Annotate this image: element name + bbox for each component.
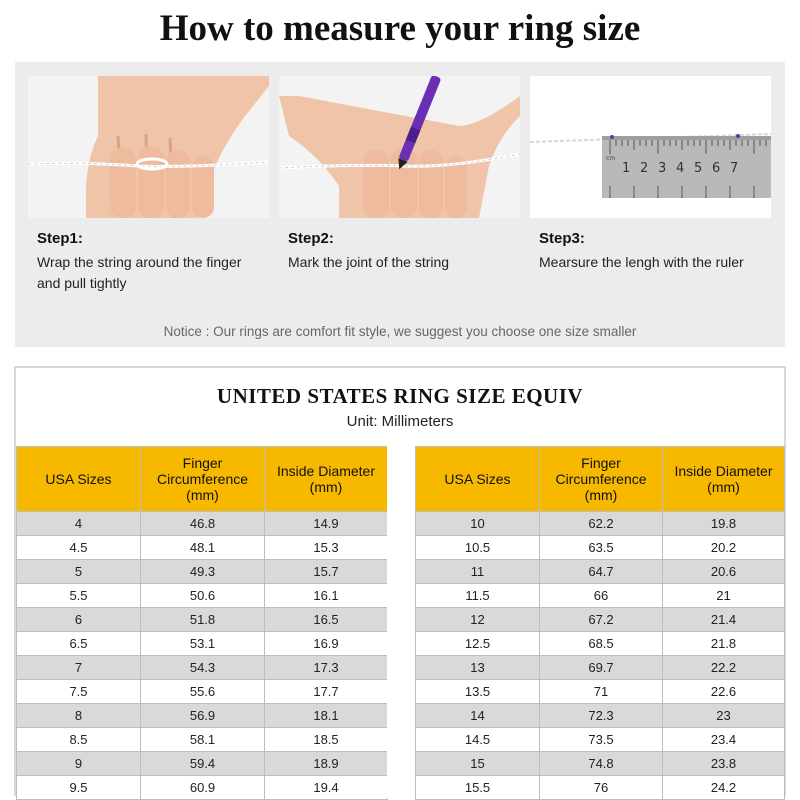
- cell-circumference: 56.9: [141, 704, 265, 728]
- cell-diameter: 23.4: [663, 728, 785, 752]
- table-row: [17, 704, 388, 728]
- step1-title: Step1:: [37, 230, 83, 247]
- cell-diameter: 19.4: [265, 776, 388, 800]
- cell-usa-size: 7.5: [17, 680, 141, 704]
- ruler-number: 1: [622, 161, 631, 176]
- size-table-left: [16, 446, 388, 800]
- column-header-circumference: Finger Circumference (mm): [141, 447, 265, 512]
- table-row: [17, 560, 388, 584]
- table-row: [17, 776, 388, 800]
- table-row: [17, 584, 388, 608]
- table-row: [416, 608, 785, 632]
- table-row: [17, 680, 388, 704]
- cell-circumference: 66: [540, 584, 663, 608]
- ruler-unit-label: cm: [606, 155, 616, 162]
- column-header-usa-sizes: USA Sizes: [17, 447, 141, 512]
- table-row: [416, 632, 785, 656]
- size-table-right: [415, 446, 785, 800]
- cell-diameter: 21: [663, 584, 785, 608]
- cell-usa-size: 5.5: [17, 584, 141, 608]
- cell-usa-size: 14: [416, 704, 540, 728]
- ruler-number: 5: [694, 161, 703, 176]
- cell-usa-size: 14.5: [416, 728, 540, 752]
- notice-text: Notice : Our rings are comfort fit style, we suggest you choose one size smaller: [163, 324, 637, 339]
- table-row: [416, 776, 785, 800]
- step2-title: Step2:: [288, 230, 334, 247]
- table-row: [416, 728, 785, 752]
- cell-usa-size: 4: [17, 512, 141, 536]
- cell-usa-size: 6: [17, 608, 141, 632]
- ring-size-chart: [14, 366, 786, 796]
- cell-circumference: 62.2: [540, 512, 663, 536]
- cell-usa-size: 12.5: [416, 632, 540, 656]
- step1-description: Wrap the string around the finger and pull tightly: [37, 254, 242, 291]
- cell-circumference: 49.3: [141, 560, 265, 584]
- table-divider: [387, 446, 415, 798]
- page-title: How to measure your ring size: [159, 8, 641, 49]
- cell-circumference: 64.7: [540, 560, 663, 584]
- cell-circumference: 55.6: [141, 680, 265, 704]
- table-row: [416, 704, 785, 728]
- cell-circumference: 74.8: [540, 752, 663, 776]
- cell-circumference: 76: [540, 776, 663, 800]
- cell-usa-size: 11.5: [416, 584, 540, 608]
- column-header-usa-sizes: USA Sizes: [416, 447, 540, 512]
- ruler-number: 7: [730, 161, 739, 176]
- cell-usa-size: 10.5: [416, 536, 540, 560]
- cell-diameter: 24.2: [663, 776, 785, 800]
- step2-description: Mark the joint of the string: [288, 254, 450, 270]
- cell-diameter: 20.6: [663, 560, 785, 584]
- table-row: [416, 752, 785, 776]
- cell-circumference: 69.7: [540, 656, 663, 680]
- cell-diameter: 16.9: [265, 632, 388, 656]
- cell-circumference: 51.8: [141, 608, 265, 632]
- table-row: [17, 728, 388, 752]
- hand-wrapped-with-string-image: [28, 76, 269, 218]
- ruler-number: 4: [676, 161, 685, 176]
- cell-circumference: 68.5: [540, 632, 663, 656]
- cell-usa-size: 11: [416, 560, 540, 584]
- cell-usa-size: 4.5: [17, 536, 141, 560]
- ruler-number: 2: [640, 161, 649, 176]
- table-row: [17, 536, 388, 560]
- cell-circumference: 58.1: [141, 728, 265, 752]
- cell-usa-size: 15: [416, 752, 540, 776]
- cell-diameter: 22.6: [663, 680, 785, 704]
- cell-circumference: 50.6: [141, 584, 265, 608]
- cell-circumference: 53.1: [141, 632, 265, 656]
- cell-diameter: 17.7: [265, 680, 388, 704]
- cell-circumference: 54.3: [141, 656, 265, 680]
- chart-title: UNITED STATES RING SIZE EQUIV: [216, 384, 584, 408]
- cell-circumference: 67.2: [540, 608, 663, 632]
- cell-diameter: 21.4: [663, 608, 785, 632]
- cell-circumference: 73.5: [540, 728, 663, 752]
- cell-circumference: 72.3: [540, 704, 663, 728]
- column-header-diameter: Inside Diameter (mm): [265, 447, 388, 512]
- hand-marking-string-image: [279, 76, 520, 218]
- cell-diameter: 20.2: [663, 536, 785, 560]
- cell-circumference: 48.1: [141, 536, 265, 560]
- table-row: [17, 752, 388, 776]
- cell-usa-size: 13: [416, 656, 540, 680]
- cell-diameter: 18.1: [265, 704, 388, 728]
- cell-diameter: 17.3: [265, 656, 388, 680]
- cell-usa-size: 15.5: [416, 776, 540, 800]
- cell-usa-size: 13.5: [416, 680, 540, 704]
- table-row: [416, 584, 785, 608]
- cell-diameter: 23.8: [663, 752, 785, 776]
- cell-usa-size: 6.5: [17, 632, 141, 656]
- cell-diameter: 15.7: [265, 560, 388, 584]
- cell-diameter: 22.2: [663, 656, 785, 680]
- table-row: [416, 656, 785, 680]
- table-row: [17, 512, 388, 536]
- string-on-ruler-image: [530, 76, 771, 218]
- table-row: [416, 512, 785, 536]
- column-header-circumference: Finger Circumference (mm): [540, 447, 663, 512]
- cell-circumference: 71: [540, 680, 663, 704]
- cell-usa-size: 9: [17, 752, 141, 776]
- cell-usa-size: 8.5: [17, 728, 141, 752]
- ruler-number: 3: [658, 161, 667, 176]
- cell-circumference: 60.9: [141, 776, 265, 800]
- table-row: [416, 560, 785, 584]
- step3-title: Step3:: [539, 230, 585, 247]
- table-row: [17, 632, 388, 656]
- step3-description: Mearsure the lengh with the ruler: [539, 254, 744, 270]
- cell-circumference: 46.8: [141, 512, 265, 536]
- cell-diameter: 18.5: [265, 728, 388, 752]
- cell-usa-size: 8: [17, 704, 141, 728]
- column-header-diameter: Inside Diameter (mm): [663, 447, 785, 512]
- cell-usa-size: 9.5: [17, 776, 141, 800]
- table-row: [17, 656, 388, 680]
- chart-unit: Unit: Millimeters: [346, 413, 454, 430]
- cell-usa-size: 5: [17, 560, 141, 584]
- cell-diameter: 16.1: [265, 584, 388, 608]
- table-row: [416, 680, 785, 704]
- table-row: [17, 608, 388, 632]
- cell-usa-size: 7: [17, 656, 141, 680]
- cell-usa-size: 10: [416, 512, 540, 536]
- cell-diameter: 19.8: [663, 512, 785, 536]
- cell-usa-size: 12: [416, 608, 540, 632]
- instructions-panel: [15, 62, 785, 347]
- cell-diameter: 15.3: [265, 536, 388, 560]
- cell-diameter: 23: [663, 704, 785, 728]
- ruler-number: 6: [712, 161, 721, 176]
- cell-circumference: 59.4: [141, 752, 265, 776]
- cell-diameter: 16.5: [265, 608, 388, 632]
- cell-diameter: 18.9: [265, 752, 388, 776]
- cell-diameter: 14.9: [265, 512, 388, 536]
- cell-circumference: 63.5: [540, 536, 663, 560]
- table-row: [416, 536, 785, 560]
- cell-diameter: 21.8: [663, 632, 785, 656]
